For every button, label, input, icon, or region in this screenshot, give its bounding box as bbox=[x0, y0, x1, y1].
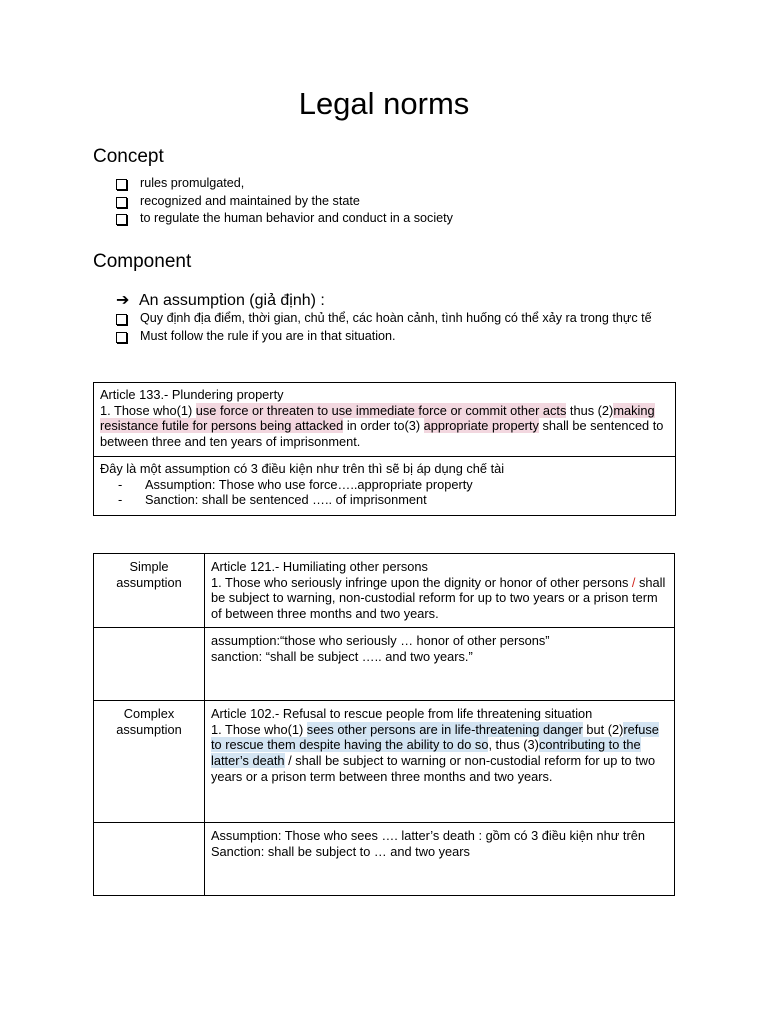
slash-mark: / bbox=[288, 752, 292, 768]
list-item: to regulate the human behavior and conduct in a society bbox=[116, 210, 453, 228]
highlight-condition-2: making resistance futile for persons being attacked bbox=[100, 402, 655, 434]
analysis-note: Đây là một assumption có 3 điều kiện như trên thì sẽ bị áp dụng chế tài bbox=[100, 460, 505, 476]
checkbox-square-icon bbox=[116, 214, 127, 225]
assumption-arrow-item: ➔ An assumption (giả định) : bbox=[116, 292, 325, 309]
highlight-condition-3: contributing to the latter’s death bbox=[211, 737, 641, 768]
list-item: Quy định địa điểm, thời gian, chủ thể, các hoàn cảnh, tình huống có thể xảy ra trong thực tế bbox=[116, 310, 676, 328]
page-title: Legal norms bbox=[298, 86, 470, 121]
red-slash-mark: / bbox=[631, 574, 636, 590]
row-content: Article 102.- Refusal to rescue people from life threatening situation 1. Those who(1) sees other persons are in life-threatening danger but (2)refuse to rescue them despite having the ability to do so, thus (3)contributing to the latter’s death / shall be subject to warning or non-custodial reform for up to two years or a prison term between three months and two years. bbox=[205, 700, 675, 822]
checkbox-square-icon bbox=[116, 197, 127, 208]
article-title: Article 133.- Plundering property bbox=[100, 387, 284, 402]
article-title: Article 102.- Refusal to rescue people from life threatening situation bbox=[211, 705, 593, 721]
row-content: Assumption: Those who sees …. latter’s death : gồm có 3 điều kiện như trên Sanction: shall be subject to … and two years bbox=[205, 822, 675, 895]
assumption-table bbox=[93, 553, 675, 896]
checkbox-square-icon bbox=[116, 179, 127, 190]
checkbox-square-icon bbox=[116, 314, 127, 325]
list-item: rules promulgated, bbox=[116, 175, 453, 193]
row-label bbox=[94, 822, 205, 895]
dash-item: - Assumption: Those who use force…..appropriate property bbox=[118, 476, 473, 492]
list-item: Must follow the rule if you are in that situation. bbox=[116, 328, 676, 346]
concept-list bbox=[116, 175, 453, 228]
row-content: assumption:“those who seriously … honor of other persons” sanction: “shall be subject ….. and two years.” bbox=[205, 627, 675, 700]
row-label bbox=[94, 627, 205, 700]
article-body: 1. Those who(1) use force or threaten to use immediate force or commit other acts thus (2)making resistance futile for persons being attacked in order to(3) appropriate property shall be sentenced to between three and ten years of imprisonment. bbox=[100, 402, 664, 450]
highlight-condition-1: sees other persons are in life-threatening danger bbox=[306, 721, 583, 737]
table-row bbox=[94, 627, 675, 700]
component-list bbox=[116, 310, 676, 345]
highlight-condition-2: refuse to rescue them despite having the ability to do so bbox=[211, 721, 659, 753]
dash-item: - Sanction: shall be sentenced ….. of imprisonment bbox=[118, 492, 427, 508]
concept-heading: Concept bbox=[93, 146, 164, 167]
table-row bbox=[94, 700, 675, 822]
component-heading: Component bbox=[93, 251, 192, 272]
right-arrow-icon: ➔ bbox=[116, 292, 130, 309]
list-item: recognized and maintained by the state bbox=[116, 193, 453, 211]
table-row bbox=[94, 554, 675, 628]
checkbox-square-icon bbox=[116, 332, 127, 343]
row-label: Complex assumption bbox=[94, 700, 205, 822]
row-label: Simple assumption bbox=[94, 554, 205, 628]
article-title: Article 121.- Humiliating other persons bbox=[211, 559, 428, 574]
article-133-box bbox=[93, 382, 676, 516]
highlight-condition-3: appropriate property bbox=[423, 418, 539, 434]
row-content: Article 121.- Humiliating other persons 1. Those who seriously infringe upon the dignity or honor of other persons / shall be subject to warning, non-custodial reform for up to two years or a prison term of between three months and two years. bbox=[205, 554, 675, 628]
article-133-text bbox=[94, 383, 675, 456]
article-133-analysis bbox=[94, 456, 675, 515]
highlight-condition-1: use force or threaten to use immediate force or commit other acts bbox=[195, 402, 567, 418]
table-row bbox=[94, 822, 675, 895]
